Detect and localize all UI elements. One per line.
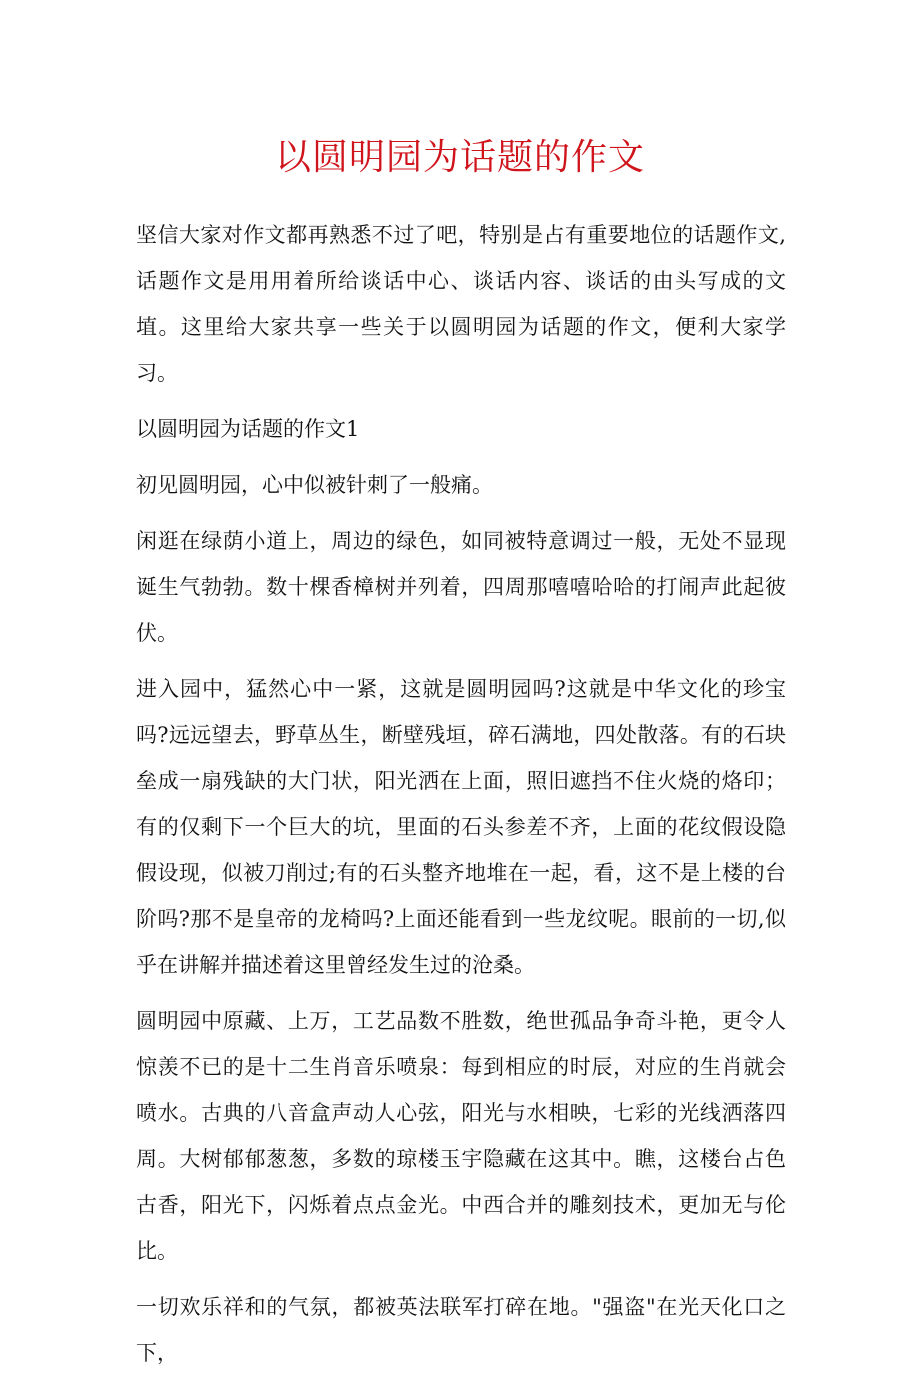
document-title: 以圆明园为话题的作文 — [274, 137, 645, 178]
intro-paragraph: 坚信大家对作文都再熟悉不过了吧，特别是占有重要地位的话题作文,话题作文是用用着所给谈话中心、谈话内容、谈话的由头写成的文埴。这里给大家共享一些关于以圆明园为话题的作文，便利大家学习。 — [136, 223, 786, 385]
body-paragraph: 闲逛在绿荫小道上，周边的绿色，如同被特意调过一般，无处不显现诞生气勃勃。数十棵香樟树并列着，四周那嘻嘻哈哈的打闹声此起彼伏。 — [136, 529, 786, 645]
body-paragraph: 一切欢乐祥和的气氛，都被英法联军打碎在地。"强盗"在光天化口之下， — [136, 1295, 786, 1365]
essay-heading: 以圆明园为话题的作文1 — [136, 417, 360, 441]
body-paragraph: 初见圆明园，心中似被针刺了一般痛。 — [136, 473, 493, 497]
body-paragraph: 进入园中，猛然心中一紧，这就是圆明园吗?这就是中华文化的珍宝吗?远远望去，野草丛生，断壁残垣，碎石满地，四处散落。有的石块垒成一扇残缺的大门状，阳光洒在上面，照旧遮挡不住火烧的烙印；有的仅剩下一个巨大的坑，里面的石头参差不齐，上面的花纹假设隐假设现，似被刀削过;有的石头整齐地堆在一起，看，这不是上楼的台阶吗?那不是皇帝的龙椅吗?上面还能看到一些龙纹呢。眼前的一切,似乎在讲解并描述着这里曾经发生过的沧桑。 — [136, 677, 786, 977]
body-paragraph: 圆明园中原藏、上万，工艺品数不胜数，绝世孤品争奇斗艳，更令人惊羡不已的是十二生肖音乐喷泉：每到相应的时辰，对应的生肖就会喷水。古典的八音盒声动人心弦，阳光与水相映，七彩的光线洒落四周。大树郁郁葱葱，多数的琼楼玉宇隐藏在这其中。瞧，这楼台占色古香，阳光下，闪烁着点点金光。中西合并的雕刻技术，更加无与伦比。 — [136, 1009, 786, 1263]
document-body — [136, 212, 786, 1386]
